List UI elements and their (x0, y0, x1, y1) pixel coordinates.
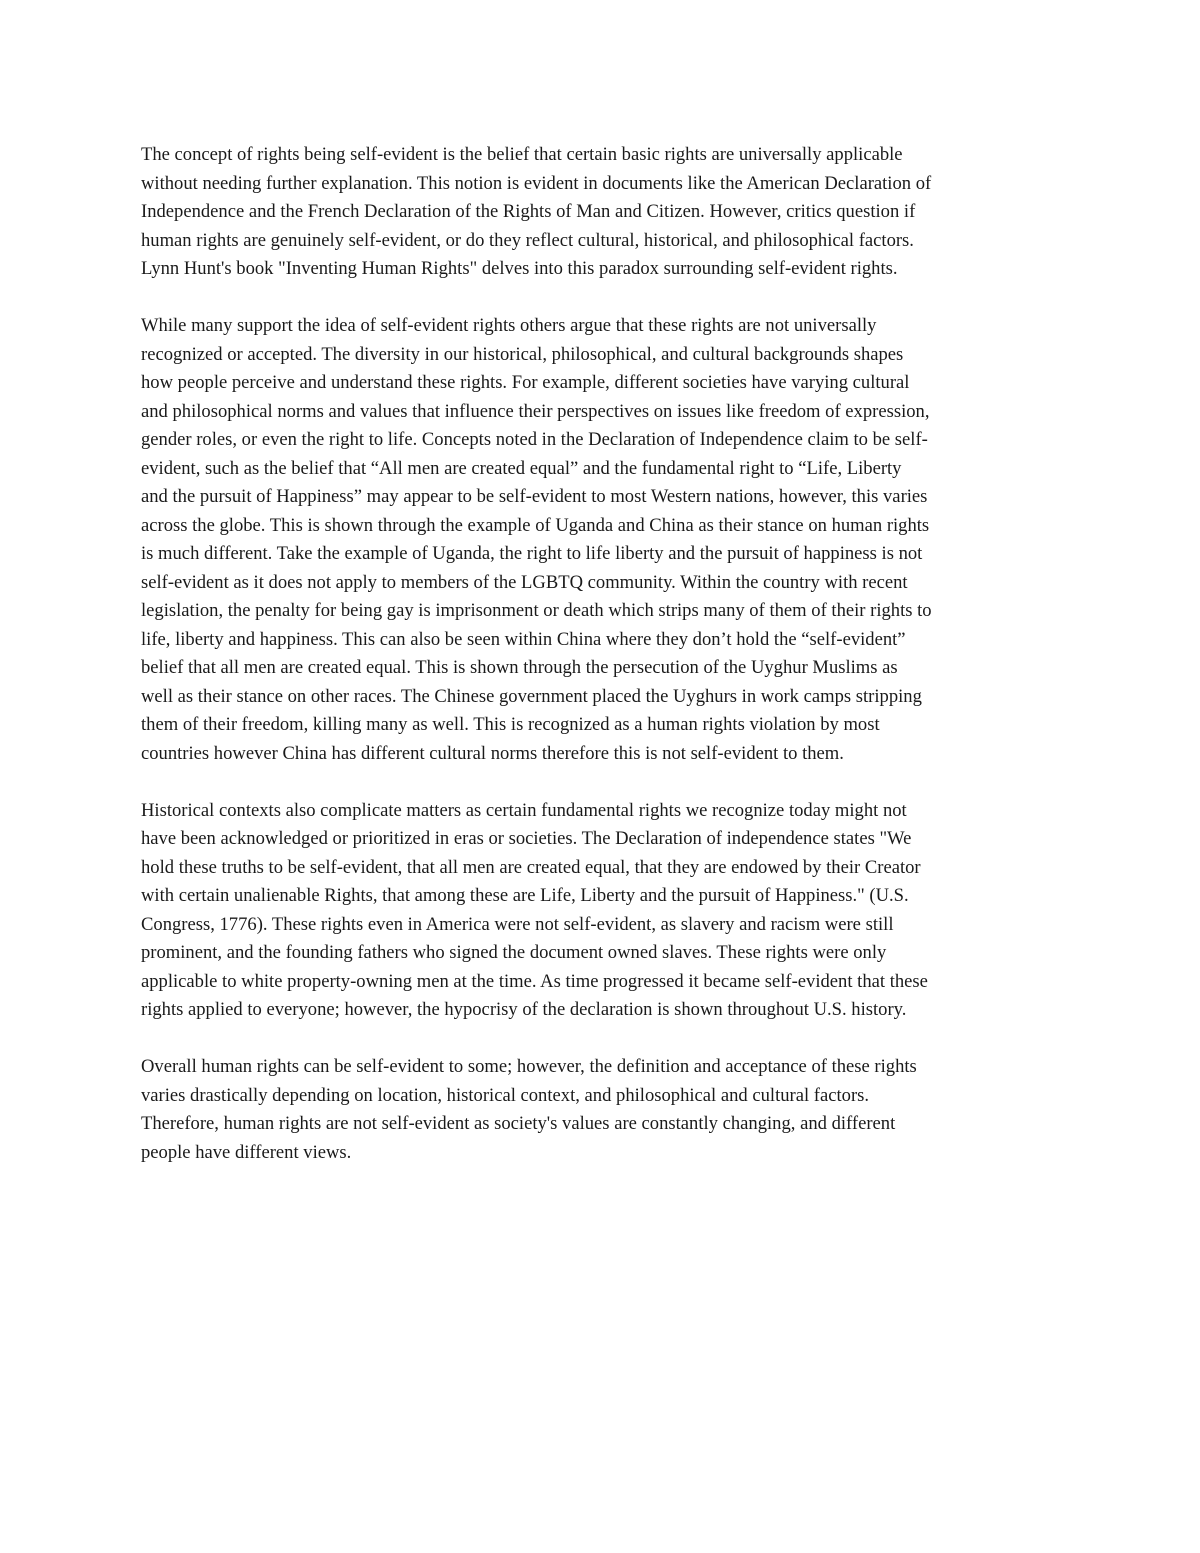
text-line: legislation, the penalty for being gay is imprisonment or death which strips many of them of their rights to (141, 600, 932, 621)
text-line: gender roles, or even the right to life. Concepts noted in the Declaration of Independence claim to be self- (141, 429, 928, 450)
text-line: Therefore, human rights are not self-evident as society's values are constantly changing, and different (141, 1113, 896, 1134)
text-line: and the pursuit of Happiness” may appear to be self-evident to most Western nations, however, this varies (141, 486, 928, 507)
paragraph-3 (141, 797, 1066, 1025)
document-body (141, 141, 1066, 1196)
text-line: applicable to white property-owning men at the time. As time progressed it became self-evident that these (141, 970, 928, 992)
paragraph-2 (141, 312, 1066, 768)
text-line: Historical contexts also complicate matters as certain fundamental rights we recognize today might not (141, 799, 907, 821)
text-line: people have different views. (141, 1141, 352, 1163)
text-line: The concept of rights being self-evident is the belief that certain basic rights are universally applicable (141, 144, 903, 165)
text-line: prominent, and the founding fathers who signed the document owned slaves. These rights were only (141, 942, 887, 963)
text-line: have been acknowledged or prioritized in eras or societies. The Declaration of independence states "We (141, 828, 912, 849)
text-line: recognized or accepted. The diversity in our historical, philosophical, and cultural backgrounds shapes (141, 343, 904, 365)
text-line: hold these truths to be self-evident, that all men are created equal, that they are endowed by their Creator (141, 856, 921, 878)
text-line: self-evident as it does not apply to members of the LGBTQ community. Within the country with recent (141, 571, 908, 593)
text-line: well as their stance on other races. The Chinese government placed the Uyghurs in work camps stripping (141, 685, 922, 707)
text-line: evident, such as the belief that “All men are created equal” and the fundamental right to “Life, Liberty (141, 457, 902, 479)
text-line: Lynn Hunt's book "Inventing Human Rights" delves into this paradox surrounding self-evident rights. (141, 258, 898, 279)
text-line: belief that all men are created equal. This is shown through the persecution of the Uyghur Muslims as (141, 657, 898, 678)
text-line: without needing further explanation. This notion is evident in documents like the American Declaration of (141, 172, 932, 194)
text-line: across the globe. This is shown through the example of Uganda and China as their stance on human rights (141, 514, 930, 536)
text-line: human rights are genuinely self-evident, or do they reflect cultural, historical, and philosophical factors. (141, 229, 914, 251)
text-line: Overall human rights can be self-evident to some; however, the definition and acceptance of these rights (141, 1056, 917, 1077)
text-line: them of their freedom, killing many as well. This is recognized as a human rights violation by most (141, 714, 880, 735)
text-line: how people perceive and understand these rights. For example, different societies have varying cultural (141, 372, 910, 393)
paragraph-4 (141, 1053, 1066, 1167)
text-line: life, liberty and happiness. This can also be seen within China where they don’t hold the “self-evident” (141, 628, 906, 650)
text-line: is much different. Take the example of Uganda, the right to life liberty and the pursuit of happiness is not (141, 543, 923, 564)
text-line: Independence and the French Declaration of the Rights of Man and Citizen. However, critics question if (141, 201, 916, 222)
text-line: While many support the idea of self-evident rights others argue that these rights are not universally (141, 315, 877, 336)
text-line: and philosophical norms and values that influence their perspectives on issues like freedom of expression, (141, 400, 930, 422)
text-line: with certain unalienable Rights, that among these are Life, Liberty and the pursuit of Happiness." (U.S. (141, 885, 909, 906)
text-line: rights applied to everyone; however, the hypocrisy of the declaration is shown throughout U.S. history. (141, 999, 907, 1020)
text-line: varies drastically depending on location, historical context, and philosophical and cultural factors. (141, 1084, 870, 1106)
text-line: Congress, 1776). These rights even in America were not self-evident, as slavery and racism were still (141, 913, 894, 935)
paragraph-1 (141, 141, 1066, 284)
text-line: countries however China has different cultural norms therefore this is not self-evident to them. (141, 742, 844, 764)
